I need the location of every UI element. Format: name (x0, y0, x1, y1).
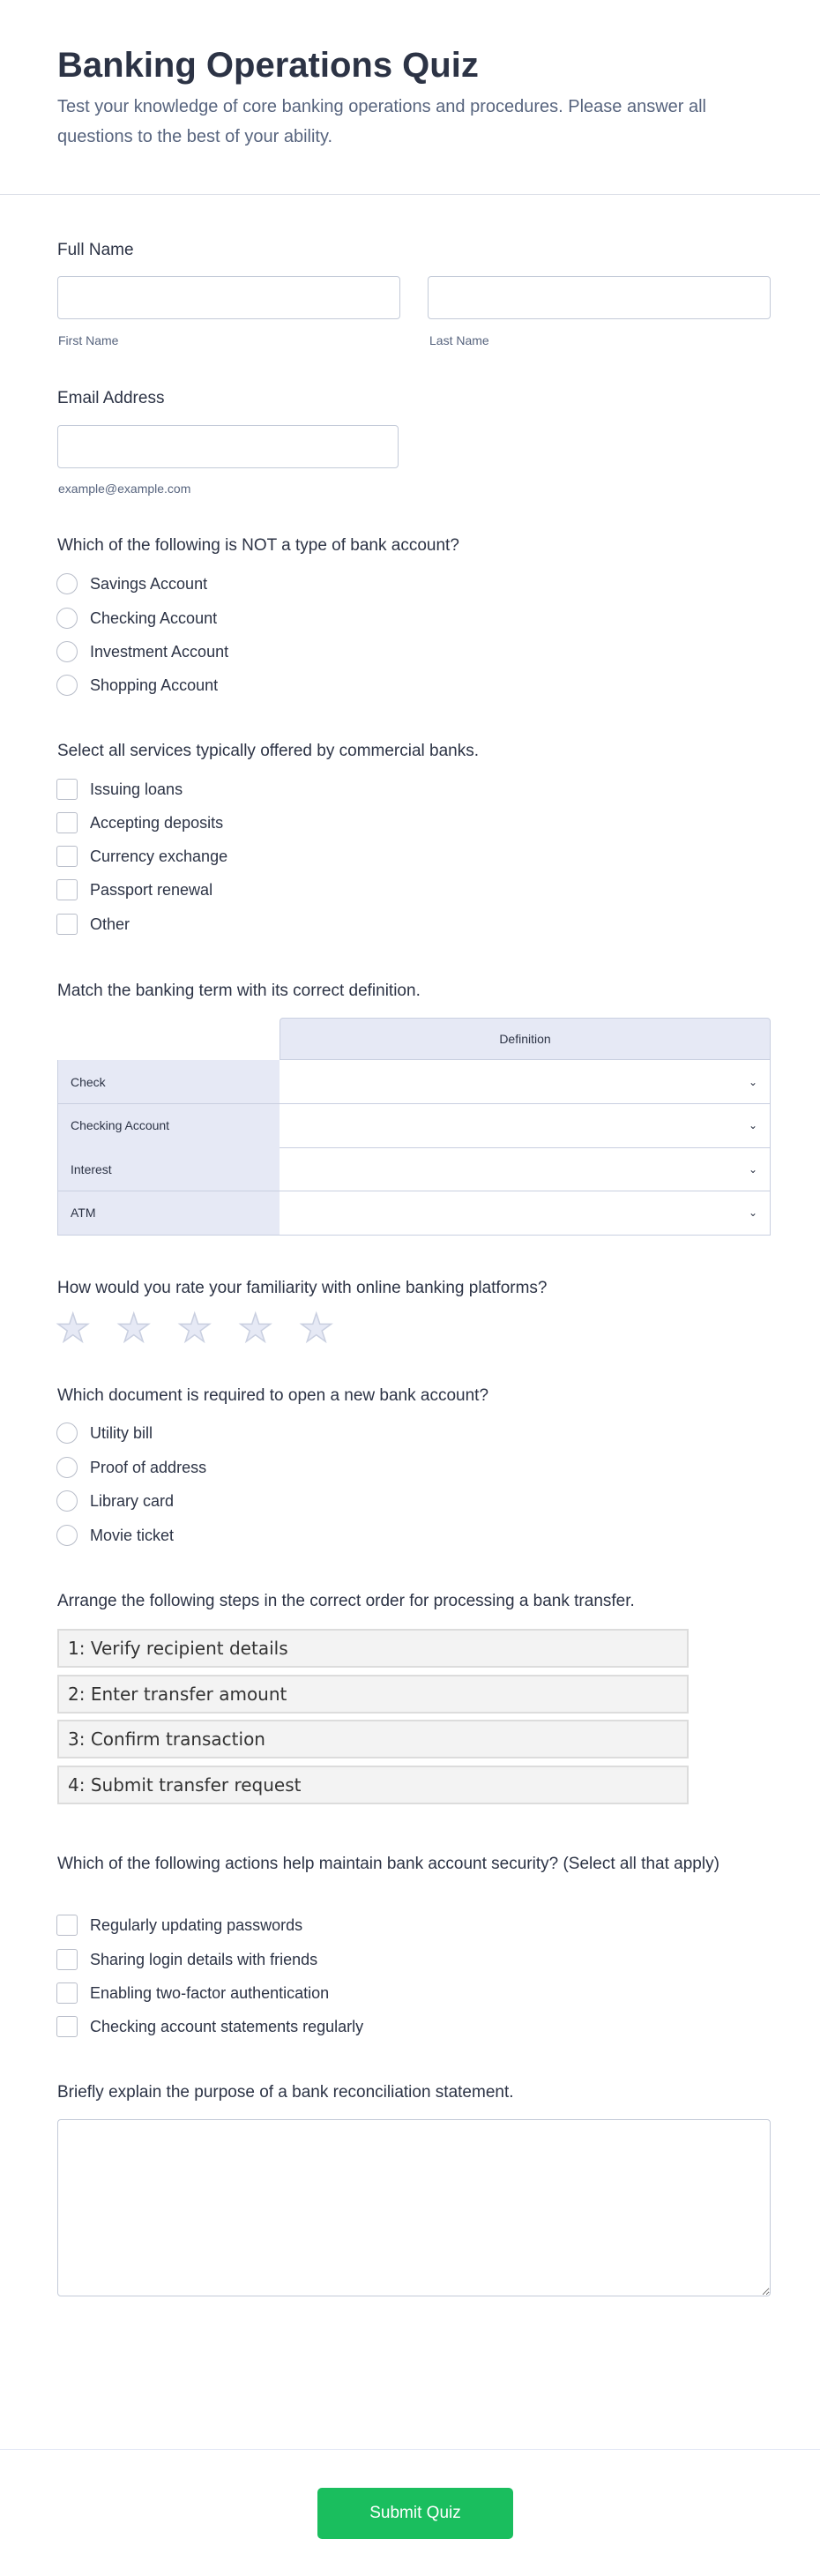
submit-quiz-button[interactable]: Submit Quiz (317, 2488, 513, 2539)
checkbox[interactable] (56, 812, 78, 833)
q3-label: Match the banking term with its correct definition. (57, 982, 421, 1000)
option-label: Library card (90, 1491, 175, 1510)
option-label: Enabling two-factor authentication (90, 1983, 330, 2002)
q2-label: Select all services typically offered by commercial banks. (57, 742, 480, 760)
option-label: Currency exchange (90, 847, 228, 865)
radio-button[interactable] (56, 1422, 78, 1444)
matching-matrix (57, 1018, 771, 1235)
option-label: Checking Account (90, 609, 218, 627)
q5-option[interactable] (56, 1524, 174, 1547)
radio-button[interactable] (56, 573, 78, 594)
q7-option[interactable] (56, 1914, 302, 1937)
radio-button[interactable] (56, 675, 78, 696)
q2-option[interactable] (56, 811, 223, 834)
email-label: Email Address (57, 389, 165, 407)
q4-label: How would you rate your familiarity with online banking platforms? (57, 1279, 548, 1297)
checkbox[interactable] (56, 1915, 78, 1936)
option-label: Regularly updating passwords (90, 1915, 303, 1934)
star-icon[interactable]: ★ (177, 1307, 212, 1350)
matrix-row (57, 1147, 771, 1191)
q5-label: Which document is required to open a new bank account? (57, 1386, 489, 1405)
matrix-row (57, 1060, 771, 1104)
full-name-label: Full Name (57, 241, 134, 259)
sortable-item[interactable]: 3: Confirm transaction (57, 1720, 689, 1758)
q1-option[interactable] (56, 674, 218, 697)
checkbox[interactable] (56, 879, 78, 900)
last-name-sublabel: Last Name (429, 333, 489, 347)
star-icon[interactable]: ★ (238, 1307, 273, 1350)
sortable-item[interactable]: 1: Verify recipient details (57, 1629, 689, 1668)
email-input[interactable] (57, 425, 399, 468)
q2-option[interactable] (56, 845, 227, 868)
option-label: Utility bill (90, 1423, 153, 1442)
matrix-row (57, 1191, 771, 1236)
checkbox[interactable] (56, 1949, 78, 1970)
option-label: Issuing loans (90, 780, 183, 798)
option-label: Sharing login details with friends (90, 1950, 318, 1968)
q5-option[interactable] (56, 1490, 174, 1512)
q1-label: Which of the following is NOT a type of bank account? (57, 536, 459, 555)
option-label: Savings Account (90, 574, 208, 593)
radio-button[interactable] (56, 1525, 78, 1546)
option-label: Investment Account (90, 642, 229, 661)
option-label: Accepting deposits (90, 813, 224, 832)
q5-option[interactable] (56, 1456, 206, 1479)
header-divider (0, 194, 820, 195)
q8-label: Briefly explain the purpose of a bank reconciliation statement. (57, 2083, 514, 2102)
star-icon[interactable]: ★ (116, 1307, 152, 1350)
checkbox[interactable] (56, 779, 78, 800)
checkbox[interactable] (56, 1982, 78, 2004)
footer-divider (0, 2449, 820, 2450)
option-label: Other (90, 915, 130, 933)
star-icon[interactable]: ★ (299, 1307, 334, 1350)
explanation-textarea[interactable] (57, 2119, 771, 2296)
q6-label: Arrange the following steps in the correct order for processing a bank transfer. (57, 1592, 635, 1610)
definition-select[interactable] (280, 1191, 771, 1235)
page-title: Banking Operations Quiz (57, 46, 479, 85)
q5-option[interactable] (56, 1422, 153, 1445)
chevron-down-icon: ⌄ (748, 1206, 757, 1219)
email-hint: example@example.com (58, 482, 191, 496)
matrix-term: Checking Account (57, 1104, 280, 1147)
radio-button[interactable] (56, 1457, 78, 1478)
definition-select[interactable] (280, 1060, 771, 1103)
chevron-down-icon: ⌄ (748, 1162, 757, 1176)
first-name-input[interactable] (57, 276, 400, 319)
q2-option[interactable] (56, 878, 212, 901)
page-subtitle: Test your knowledge of core banking operations and procedures. Please answer all questions to the best of your ability. (57, 97, 706, 146)
option-label: Checking account statements regularly (90, 2017, 364, 2035)
sortable-item[interactable]: 4: Submit transfer request (57, 1766, 689, 1804)
checkbox[interactable] (56, 914, 78, 935)
sortable-item[interactable]: 2: Enter transfer amount (57, 1675, 689, 1714)
option-label: Passport renewal (90, 880, 213, 899)
radio-button[interactable] (56, 641, 78, 662)
q1-option[interactable] (56, 640, 228, 663)
q7-option[interactable] (56, 1948, 317, 1971)
q2-option[interactable] (56, 913, 130, 936)
option-label: Proof of address (90, 1458, 207, 1476)
matrix-row (57, 1104, 771, 1148)
radio-button[interactable] (56, 608, 78, 629)
q7-option[interactable] (56, 2015, 363, 2038)
matrix-term: Check (57, 1060, 280, 1103)
star-icon[interactable]: ★ (56, 1307, 91, 1350)
matrix-column-header: Definition (280, 1018, 771, 1060)
definition-select[interactable] (280, 1104, 771, 1147)
option-label: Shopping Account (90, 676, 219, 694)
matrix-term: Interest (57, 1147, 280, 1191)
chevron-down-icon: ⌄ (748, 1075, 757, 1088)
last-name-input[interactable] (428, 276, 771, 319)
q7-option[interactable] (56, 1982, 329, 2005)
chevron-down-icon: ⌄ (748, 1119, 757, 1131)
checkbox[interactable] (56, 2016, 78, 2037)
q7-label: Which of the following actions help maintain bank account security? (Select all that apply) (57, 1855, 719, 1873)
q1-option[interactable] (56, 572, 207, 595)
matrix-term: ATM (57, 1191, 280, 1235)
first-name-sublabel: First Name (58, 333, 119, 347)
radio-button[interactable] (56, 1490, 78, 1512)
definition-select[interactable] (280, 1147, 771, 1191)
q1-option[interactable] (56, 607, 217, 630)
q2-option[interactable] (56, 778, 183, 801)
checkbox[interactable] (56, 846, 78, 867)
option-label: Movie ticket (90, 1526, 175, 1544)
